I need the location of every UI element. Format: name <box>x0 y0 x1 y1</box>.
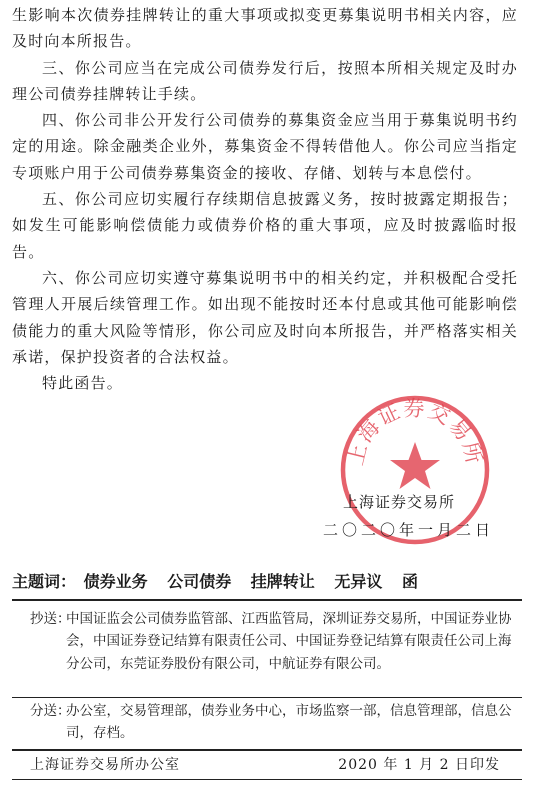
paragraph: 三、你公司应当在完成公司债券发行后，按照本所相关规定及时办理公司债券挂牌转让手续。 <box>12 58 518 103</box>
distribution-content: 办公室，交易管理部，债券业务中心，市场监察一部，信息管理部，信息公司，存档。 <box>66 703 512 742</box>
keyword: 债券业务 <box>83 572 148 591</box>
footer-office: 上海证券交易所办公室 <box>30 757 180 773</box>
divider <box>12 697 522 698</box>
letter-body <box>12 2 518 396</box>
footer-date: 2020 年 1 月 2 日印发 <box>338 757 500 773</box>
cc-block <box>30 608 518 675</box>
divider <box>12 779 522 780</box>
divider <box>12 599 522 601</box>
subject-keywords <box>12 569 521 592</box>
keywords-label: 主题词： <box>12 572 77 591</box>
distribution-label: 分送： <box>30 703 71 719</box>
keyword: 函 <box>401 572 418 591</box>
keyword: 挂牌转让 <box>250 572 315 591</box>
paragraph: 生影响本次债券挂牌转让的重大事项或拟变更募集说明书相关内容，应及时向本所报告。 <box>12 6 518 51</box>
distribution-block <box>30 700 518 745</box>
closing-line: 特此函告。 <box>42 374 124 393</box>
keyword: 无异议 <box>334 572 383 591</box>
keyword: 公司债券 <box>167 572 232 591</box>
cc-label: 抄送： <box>30 611 71 627</box>
cc-content: 中国证监会公司债券监管部、江西监管局，深圳证券交易所，中国证券业协会，中国证券登记结算有限责任公司、中国证券登记结算有限责任公司上海分公司，东莞证券股份有限公司，中航证券有限公司。 <box>66 611 512 672</box>
paragraph: 五、你公司应切实履行存续期信息披露义务，按时披露定期报告；如发生可能影响偿债能力或债券价格的重大事项，应及时披露临时报告。 <box>12 190 518 261</box>
signature-date: 二〇二〇年一月二日 <box>323 521 495 539</box>
paragraph: 四、你公司非公开发行公司债券的募集资金应当用于募集说明书约定的用途。除金融类企业外，募集资金不得转借他人。你公司应当指定专项账户用于公司债券募集资金的接收、存储、划转与本息偿付。 <box>12 111 518 182</box>
divider <box>12 749 522 751</box>
footer <box>30 754 500 774</box>
paragraph: 六、你公司应切实遵守募集说明书中的相关约定，并积极配合受托管理人开展后续管理工作。如出现不能按时还本付息或其他可能影响偿债能力的重大风险等情形，你公司应及时向本所报告，并严格落实相关承诺，保护投资者的合法权益。 <box>12 268 518 366</box>
svg-text:上海证券交易所: 上海证券交易所 <box>343 396 487 468</box>
signature-org: 上海证券交易所 <box>343 493 456 511</box>
